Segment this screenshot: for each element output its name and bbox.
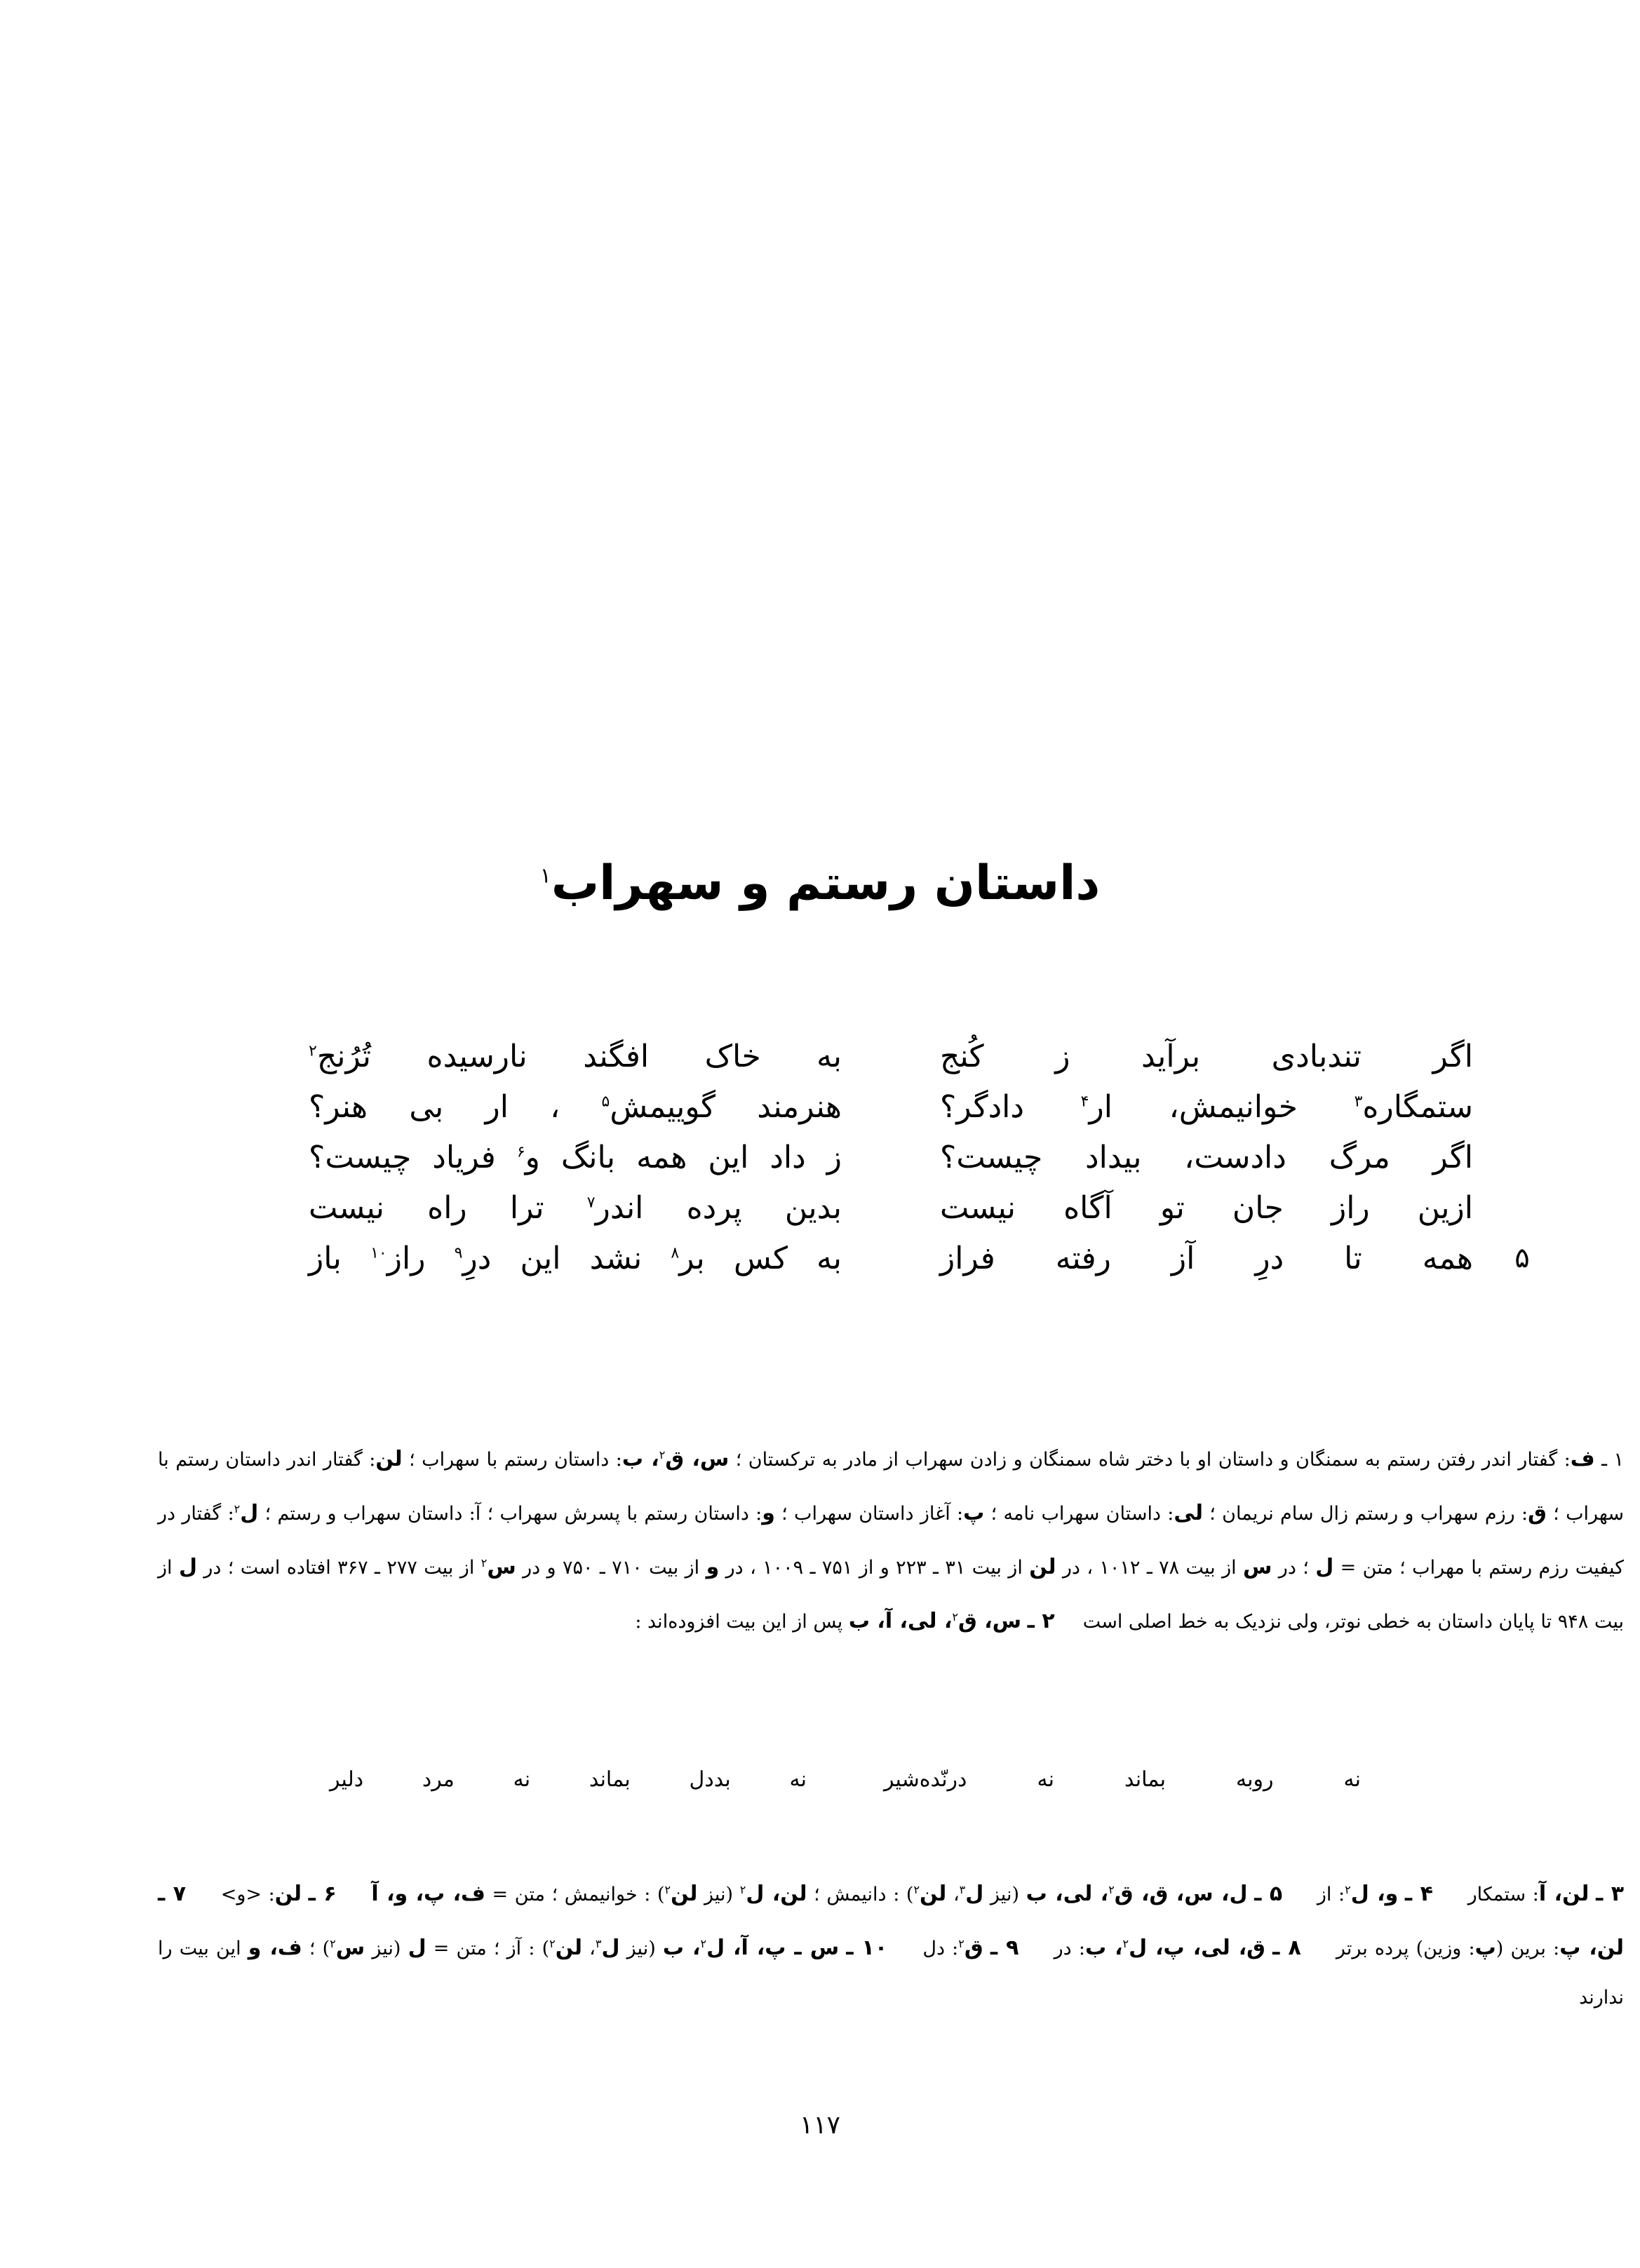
siglum: و	[706, 1555, 720, 1579]
verse	[267, 1132, 1473, 1182]
footnote-ref: ۶	[516, 1142, 525, 1161]
added-verse	[330, 1767, 1361, 1792]
footnote-number: ۱ ـ	[1601, 1449, 1625, 1471]
siglum: لن	[274, 1882, 302, 1906]
siglum: س، ق	[665, 1447, 730, 1471]
hemistich-first: ستمگاره$^۳$ خوانیمش، ار$^۴$ دادگر؟	[940, 1088, 1474, 1125]
siglum: س	[1243, 1555, 1272, 1579]
siglum: ل، س، ق، ق	[1114, 1882, 1248, 1906]
siglum: س	[335, 1936, 365, 1960]
footnote-number: ۴ ـ	[1404, 1882, 1433, 1906]
hemistich-first: همه تا درِ آز رفته فراز	[940, 1240, 1473, 1276]
title-text: داستان رستم و سهراب	[551, 856, 1101, 911]
hemistich-first: اگر تندبادی برآید ز کُنج	[940, 1038, 1473, 1074]
footnotes-block-1: ۱ ـ ف: گفتار اندر رفتن رستم به سمنگان و داستان او با دختر شاه سمنگان و زادن سهراب از مادر به ترکستان ؛ س، ق$^۲$، ب: داستان رستم با سهراب ؛ لن: گفتار اندر داستان رستم با سهراب ؛ ق: رزم سهراب و رستم زال سام نریمان ؛ لی: داستان سهراب نامه ؛ پ: آغاز داستان سهراب ؛ و: داستان رستم با پسرش سهراب ؛ آ: داستان سهراب و رستم ؛ ل$^۲$: گفتار در کیفیت رزم رستم با مهراب ؛ متن = ل ؛ در س از بیت ۷۸ ـ ۱۰۱۲ ، در لن از بیت ۳۱ ـ ۲۲۳ و از ۷۵۱ ـ ۱۰۰۹ ، در و از بیت ۷۱۰ ـ ۷۵۰ و در س$^۲$ از بیت ۲۷۷ ـ ۳۶۷ افتاده است ؛ در ل از بیت ۹۴۸ تا پایان داستان به خطی نوتر، ولی نزدیک به خط اصلی است۲ ـ س، ق$^۲$، لی، آ، ب پس از این بیت افزوده‌اند :	[158, 1447, 1625, 1633]
footnote-number: ۸ ـ	[1272, 1936, 1301, 1960]
siglum: ل	[408, 1936, 426, 1960]
siglum: لن	[555, 1936, 582, 1960]
siglum: ف، پ، و، آ	[371, 1882, 485, 1906]
footnote-ref: ۴	[1080, 1092, 1089, 1110]
page-number: ۱۱۷	[799, 2111, 840, 2140]
siglum: س	[487, 1555, 516, 1579]
hemistich-first: اگر مرگ دادست، بیداد چیست؟	[940, 1139, 1473, 1175]
siglum: لن	[671, 1882, 698, 1906]
siglum: ق، لی، پ، ل	[1129, 1936, 1265, 1960]
siglum: پ	[1474, 1936, 1496, 1960]
siglum: ل	[965, 1882, 984, 1906]
hemistich-second: به خاک افگند نارسیده تُرُنج$^۲$	[309, 1038, 842, 1074]
footnote-number: ۷ ـ	[158, 1882, 187, 1906]
footnote-number: ۱۰ ـ	[846, 1936, 888, 1960]
footnote-number: ۲ ـ	[1027, 1609, 1055, 1633]
footnotes-block-2: ۳ ـ لن، آ: ستمکار ۴ ـ و، ل$^۲$: از ۵ ـ ل، س، ق، ق$^۲$، لی، ب (نیز ل$^۳$، لن$^۲$) : دانیمش ؛ لن، ل$^۲$ (نیز لن$^۲$) : خوانیمش ؛ متن = ف، پ، و، آ ۶ ـ لن: <و> ۷ ـ لن، پ: برین (پ: وزین) پرده برتر ۸ ـ ق، لی، پ، ل$^۲$، ب: در ۹ ـ ق$^۲$: دل ۱۰ ـ س ـ پ، آ، ل$^۲$، ب (نیز ل$^۳$، لن$^۲$) : آز ؛ متن = ل (نیز س$^۲$) ؛ ف، و این بیت را ندارند	[158, 1882, 1625, 2009]
hemistich-second: به کس بر$^۸$ نشد این درِ$^۹$ راز$^{۱۰}$ باز	[309, 1240, 842, 1276]
siglum: ف، و	[248, 1936, 302, 1960]
footnote-number: ۶ ـ	[308, 1882, 337, 1906]
hemistich-second: ز داد این همه بانگ و$^۶$ فریاد چیست؟	[309, 1139, 842, 1175]
siglum: و	[762, 1501, 775, 1525]
footnote-ref: ۹	[454, 1243, 463, 1262]
page-title	[0, 856, 1640, 911]
siglum: ل	[240, 1501, 259, 1525]
verse	[267, 1031, 1473, 1081]
siglum: لن، آ	[1538, 1882, 1589, 1906]
footnote-number: ۳ ـ	[1595, 1882, 1625, 1906]
siglum: لن، ل	[746, 1882, 807, 1906]
added-verse-first: نه روبه بماند نه درنّده‌شیر	[884, 1767, 1361, 1792]
verse-number: ۵	[1514, 1242, 1530, 1274]
siglum: س، ق	[958, 1609, 1022, 1633]
siglum: ل	[1315, 1555, 1334, 1579]
verse	[267, 1182, 1473, 1233]
title-footnote-ref: ۱	[539, 863, 551, 889]
siglum: پ	[963, 1501, 985, 1525]
footnote-number: ۵ ـ	[1254, 1882, 1283, 1906]
siglum: ، ب	[662, 1936, 701, 1960]
siglum: ل	[601, 1936, 620, 1960]
siglum: س ـ پ، آ، ل	[706, 1936, 840, 1960]
hemistich-second: بدین پرده اندر$^۷$ ترا راه نیست	[309, 1189, 842, 1226]
verse	[267, 1233, 1530, 1283]
footnote-ref: ۲	[309, 1041, 317, 1060]
siglum: لن	[1029, 1555, 1056, 1579]
siglum: و، ل	[1350, 1882, 1399, 1906]
siglum: ، لی، آ، ب	[848, 1609, 953, 1633]
siglum: ، لی، ب	[1026, 1882, 1109, 1906]
siglum: لی	[1174, 1501, 1203, 1525]
verse	[267, 1081, 1473, 1132]
siglum: آ	[475, 1503, 481, 1525]
hemistich-first: ازین راز جان تو آگاه نیست	[940, 1189, 1473, 1226]
footnote-ref: ۱۰	[370, 1243, 387, 1262]
footnote-ref: ۵	[601, 1092, 610, 1110]
siglum: ، ب	[1084, 1936, 1123, 1960]
siglum: لن	[375, 1447, 403, 1471]
siglum: ، ب	[621, 1447, 659, 1471]
siglum: ل	[178, 1555, 197, 1579]
footnote-ref: ۸	[671, 1243, 680, 1262]
footnote-number: ۹ ـ	[990, 1936, 1019, 1960]
siglum: ق	[964, 1936, 983, 1960]
footnote-ref: ۳	[1354, 1092, 1363, 1110]
siglum: ف	[1570, 1447, 1595, 1471]
siglum: لن	[920, 1882, 947, 1906]
hemistich-second: هنرمند گوییمش$^۵$ ، ار بی هنر؟	[309, 1088, 842, 1125]
added-verse-second: نه بددل بماند نه مرد دلیر	[330, 1767, 807, 1792]
siglum: ق	[1528, 1501, 1547, 1525]
siglum: لن، پ	[1559, 1936, 1625, 1960]
footnote-ref: ۷	[586, 1193, 596, 1211]
poem-verses	[267, 1031, 1530, 1283]
